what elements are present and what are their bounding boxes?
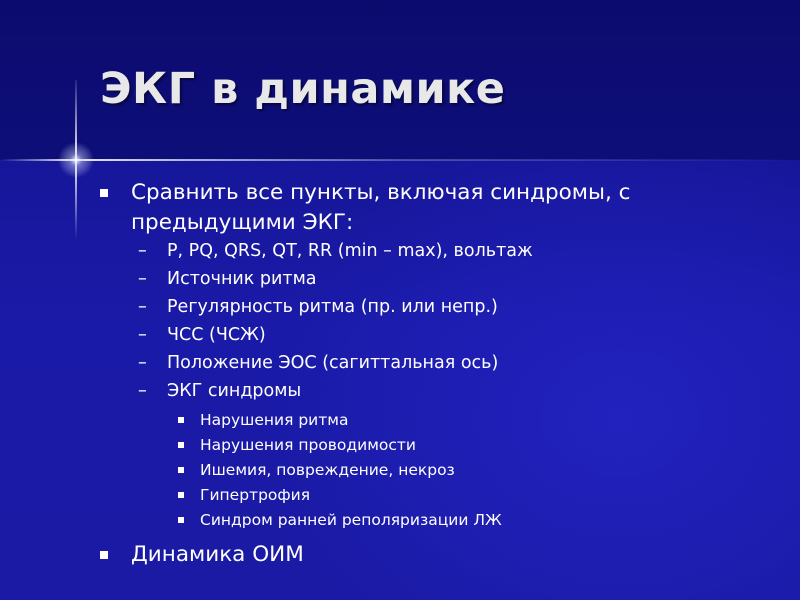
list-item-text: Нарушения ритма [200, 411, 349, 429]
list-item-text: Нарушения проводимости [200, 436, 417, 454]
square-bullet-icon [178, 492, 184, 498]
square-bullet-icon [100, 189, 108, 197]
dash-bullet-icon: – [138, 325, 147, 345]
dash-bullet-icon: – [138, 353, 147, 373]
dash-bullet-icon: – [138, 269, 147, 289]
page-title: ЭКГ в динамике [100, 64, 506, 114]
list-item-text: P, PQ, QRS, QT, RR (min – max), вольтаж [167, 241, 533, 261]
square-bullet-icon [178, 467, 184, 473]
list-item-text: Источник ритма [167, 269, 317, 289]
list-item-text: Ишемия, повреждение, некроз [200, 461, 455, 479]
list-item-text: Сравнить все пункты, включая синдромы, с предыдущими ЭКГ: [131, 180, 631, 235]
list-item-text: Положение ЭОС (сагиттальная ось) [167, 353, 499, 373]
list-item-text: Динамика ОИМ [131, 542, 304, 567]
dash-bullet-icon: – [138, 381, 147, 401]
square-bullet-icon [178, 442, 184, 448]
dash-bullet-icon: – [138, 241, 147, 261]
list-item-text: ЧСС (ЧСЖ) [167, 325, 266, 345]
square-bullet-icon [178, 417, 184, 423]
square-bullet-icon [178, 517, 184, 523]
list-item-text: Регулярность ритма (пр. или непр.) [167, 297, 498, 317]
list-item-text: Гипертрофия [200, 486, 311, 504]
square-bullet-icon [100, 551, 108, 559]
list-item-text: Синдром ранней реполяризации ЛЖ [200, 511, 502, 529]
dash-bullet-icon: – [138, 297, 147, 317]
list-item-text: ЭКГ синдромы [167, 381, 302, 401]
